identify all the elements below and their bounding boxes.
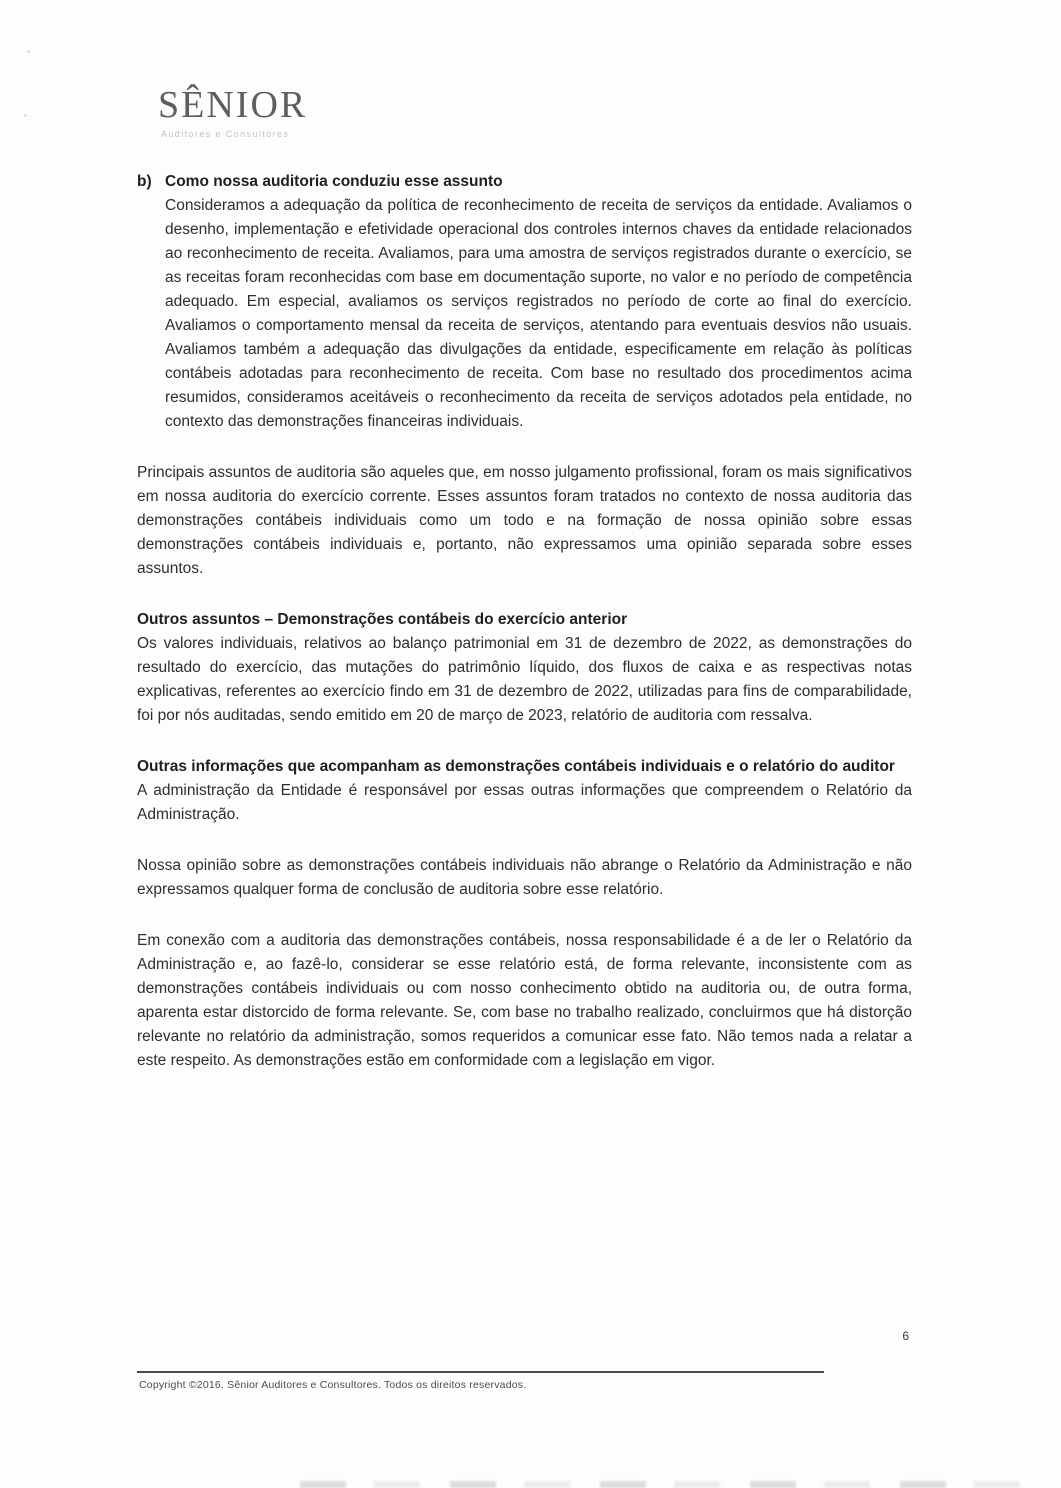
footer-divider xyxy=(137,1371,824,1373)
section-heading-other-information: Outras informações que acompanham as demonstrações contábeis individuais e o relatório do auditor xyxy=(137,758,895,775)
paragraph-other-information-3: Em conexão com a auditoria das demonstrações contábeis, nossa responsabilidade é a de ler o Relatório da Administração e, ao fazê-lo, considerar se esse relatório está, de forma relevante, inconsistente com as demonstrações contábeis individuais ou com nosso conhecimento obtido na auditoria ou, de outra forma, aparenta estar distorcido de forma relevante. Se, com base no trabalho realizado, concluirmos que há distorção relevante no relatório da administração, somos requeridos a comunicar esse fato. Não temos nada a relatar a este respeito. As demonstrações estão em conformidade com a legislação em vigor. xyxy=(137,932,912,1069)
page-number: 6 xyxy=(902,1329,909,1343)
section-heading-text: Como nossa auditoria conduziu esse assunto xyxy=(165,173,503,190)
paragraph-other-information-1: A administração da Entidade é responsável por essas outras informações que compreendem o Relatório da Administração. xyxy=(137,782,912,823)
paragraph-other-matters: Os valores individuais, relativos ao balanço patrimonial em 31 de dezembro de 2022, as demonstrações do resultado do exercício, das mutações do patrimônio líquido, dos fluxos de caixa e as respectivas notas explicativas, referentes ao exercício findo em 31 de dezembro de 2022, utilizadas para fins de comparabilidade, foi por nós auditadas, sendo emitido em 20 de março de 2023, relatório de auditoria com ressalva. xyxy=(137,635,912,724)
list-marker: b) xyxy=(137,173,152,190)
paragraph-other-information-2: Nossa opinião sobre as demonstrações contábeis individuais não abrange o Relatório da Administração e não expressamos qualquer forma de conclusão de auditoria sobre esse relatório. xyxy=(137,857,912,898)
scan-speckle xyxy=(27,50,30,53)
company-logo xyxy=(158,86,307,139)
scan-speckle xyxy=(24,114,27,117)
scan-artifact-strip xyxy=(300,1481,1040,1488)
footer-copyright: Copyright ©2016. Sênior Auditores e Consultores. Todos os direitos reservados. xyxy=(139,1379,527,1391)
paragraph-audit-conduct: Consideramos a adequação da política de reconhecimento de receita de serviços da entidade. Avaliamos o desenho, implementação e efetividade operacional dos controles internos chaves da entidade relacionados ao reconhecimento de receita. Avaliamos, para uma amostra de serviços registrados durante o exercício, se as receitas foram reconhecidas com base em documentação suporte, no valor e no período de competência adequado. Em especial, avaliamos os serviços registrados no período de corte ao final do exercício. Avaliamos o comportamento mensal da receita de serviços, atentando para eventuais desvios não usuais. Avaliamos também a adequação das divulgações da entidade, especificamente em relação às políticas contábeis adotadas para reconhecimento de receita. Com base no resultado dos procedimentos acima resumidos, consideramos aceitáveis o reconhecimento da receita de serviços adotados pela entidade, no contexto das demonstrações financeiras individuais. xyxy=(165,197,912,430)
logo-tagline: Auditores e Consultores xyxy=(161,129,290,139)
paragraph-key-audit-matters: Principais assuntos de auditoria são aqueles que, em nosso julgamento profissional, foram os mais significativos em nossa auditoria do exercício corrente. Esses assuntos foram tratados no contexto de nossa auditoria das demonstrações contábeis individuais como um todo e na formação de nossa opinião sobre essas demonstrações contábeis individuais e, portanto, não expressamos uma opinião separada sobre esses assuntos. xyxy=(137,464,912,577)
logo-wordmark: SÊNIOR xyxy=(158,84,308,126)
section-heading-other-matters: Outros assuntos – Demonstrações contábeis do exercício anterior xyxy=(137,611,628,628)
section-heading-audit-conduct xyxy=(137,170,912,194)
document-body xyxy=(137,170,912,1100)
